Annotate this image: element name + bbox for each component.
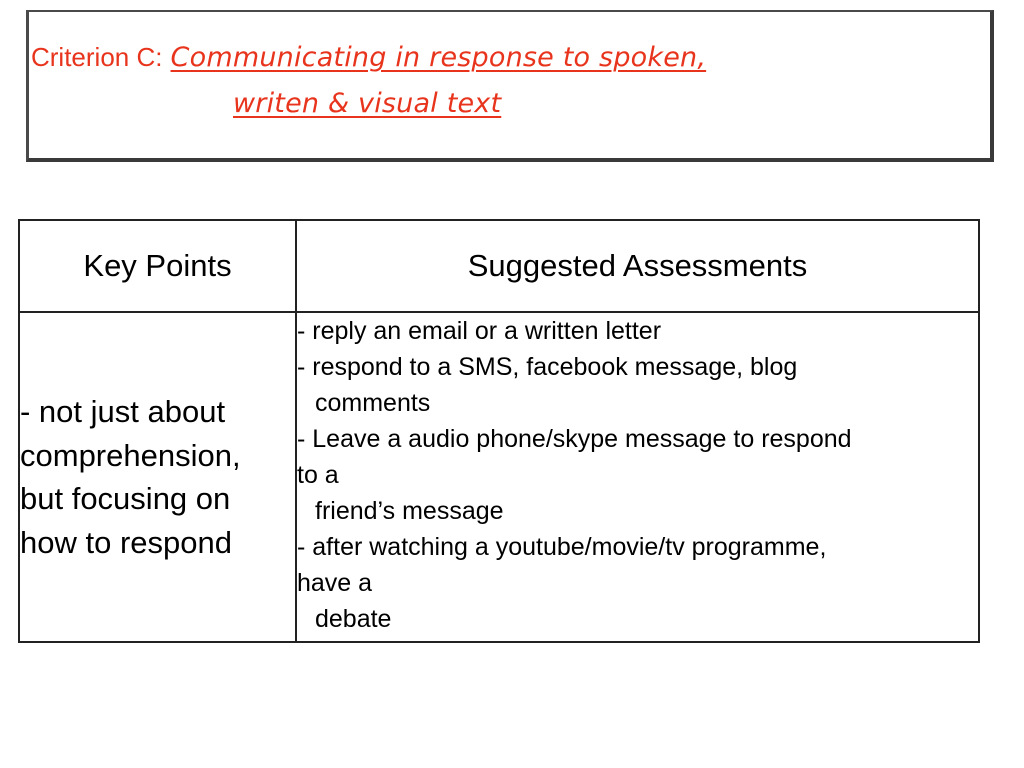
criterion-title-part-2: writen & visual text [233, 88, 502, 119]
header-key-points: Key Points [19, 220, 296, 312]
table-header-row [19, 220, 979, 312]
criterion-title-part-1: Communicating in response to spoken, [170, 42, 707, 73]
assessment-line: - reply an email or a written letter [297, 317, 662, 345]
assessment-line: debate [315, 605, 392, 633]
header-suggested-assessments: Suggested Assessments [296, 220, 979, 312]
key-point-line: - not just about [20, 394, 226, 429]
assessment-line: - respond to a SMS, facebook message, blog [297, 353, 798, 381]
assessment-line: have a [297, 569, 373, 597]
key-point-line: but focusing on [20, 481, 231, 516]
assessment-line: - Leave a audio phone/skype message to respond [297, 425, 852, 453]
key-point-line: comprehension, [20, 437, 241, 473]
assessment-line: - after watching a youtube/movie/tv programme, [297, 533, 827, 561]
title-line-2 [233, 86, 501, 121]
assessments-cell [296, 312, 979, 642]
key-point-line: how to respond [20, 524, 232, 560]
assessment-line: friend’s message [315, 497, 504, 525]
table-row [19, 312, 979, 642]
criterion-label: Criterion C: [31, 42, 163, 72]
title-box [26, 10, 994, 162]
key-points-cell [19, 312, 296, 642]
title-line-1 [31, 40, 706, 75]
assessment-line: comments [315, 389, 431, 417]
assessment-line: to a [297, 461, 339, 489]
key-points-table [18, 219, 980, 643]
